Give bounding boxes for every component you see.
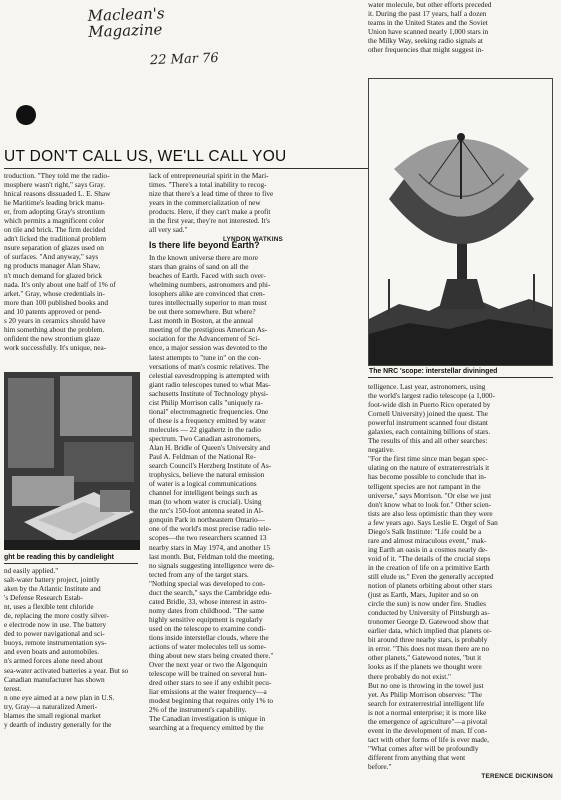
column-3-top [368,0,553,69]
column-1-bottom [4,566,137,800]
text-line: conducted by University of Pittsburgh as- [368,608,490,618]
text-line: no signals suggesting intelligence were de- [149,560,275,570]
text-line: gonquin Park in northeastern Ontario— [149,515,265,525]
text-line: whelming numbers, astronomers and phi- [149,280,271,290]
text-line: search for extraterrestrial intelligent life [368,698,485,708]
text-line: tions inside interstellar clouds, where the [149,632,269,642]
photo-candlelight-caption: ght be reading this by candlelight [4,554,114,561]
text-line: powerful instrument scanned four distant [368,418,488,428]
headline-rule [4,168,370,169]
photo-candlelight [4,372,140,550]
column-2-top [149,171,283,244]
caption-rule-2 [368,377,553,378]
text-line: salt-water battery project, jointly [4,575,100,585]
text-line: troduction. "They told me the radio- [4,171,110,180]
column-2-top-text [149,171,283,234]
text-line: sea-water activated batteries a year. But so [4,665,129,675]
text-line: be out there somewhere. But where? [149,307,256,317]
text-line: in the first year, they're not interested. It's [149,216,270,226]
text-line: nada. It's only about one half of 1% of [4,279,116,289]
text-line: highly sensitive equipment is regularly [149,614,263,624]
text-line: y dearth of industry generally for the [4,719,112,729]
text-line: the Milky Way, seeking radio signals at [368,36,483,46]
text-line: The results of this and all other searches: [368,436,488,446]
text-line: spectrum. Two Canadian astronomers, [149,433,261,443]
text-line: foot-wide dish in Puerto Rico operated by [368,400,491,410]
text-line: of water is a logical communications [149,479,257,489]
text-line: modest beginning that requires only 1% to [149,696,274,706]
text-line: er, from adopting Gray's strontium [4,207,105,217]
text-line: tional" electromagnetic frequencies. One [149,406,269,416]
text-line: de, replacing the more costly silver- [4,611,109,621]
text-line: Diego's Salk Institute: "Life could be a [368,526,482,536]
text-line: products. Here, if they can't make a profit [149,207,271,217]
text-line: try, Gray—a naturalized Ameri- [4,701,98,711]
column-1-top [4,171,136,371]
text-line: versations of man's cosmic relatives. The [149,361,269,371]
column-3-body-text [368,382,553,771]
punch-hole [16,105,36,125]
text-line: other frequencies that might suggest in- [368,45,484,55]
column-3-body [368,382,553,800]
caption-rule-1 [4,563,138,564]
text-line: actions of water molecules tell us some- [149,642,267,652]
text-line: void of it. "The details of the crucial steps [368,553,491,563]
text-line: the emergence of agriculture"—a pivotal [368,716,488,726]
text-line: "Nothing special was developed to con- [149,578,266,588]
handwritten-date: 22 Mar 76 [149,50,219,69]
text-line: buoys, remote instrumentation sys- [4,638,107,648]
text-line: duct the search," says the Cambridge edu- [149,587,272,597]
text-line: terest. [4,683,22,693]
text-line: beaches of Earth. Faced with such over- [149,271,266,281]
text-line: thing about new stars being created there." [149,651,274,661]
text-line: ence, a major session was devoted to the [149,343,268,353]
text-line: nomy dates from childhood. "The same [149,605,265,615]
text-line: telligence. Last year, astronomers, using [368,382,486,391]
text-line: Canadian manufacturer has shown [4,674,105,684]
text-line: cist Philip Morrison calls "uniquely ra- [149,397,263,407]
text-line: n one eye aimed at a new plan in U.S. [4,692,115,702]
text-line: used on the telescope to examine condi- [149,623,266,633]
text-line: one of the world's most precise radio tele- [149,524,272,534]
text-line: search Council's Herzberg Institute of As- [149,461,272,471]
text-line: rare and almost miraculous event," mak- [368,535,487,545]
text-line: The Canadian investigation is unique in [149,714,266,724]
text-line: ing Earth an oasis in a cosmos nearly de- [368,544,488,554]
text-line: nsure separation of glazes used on [4,243,104,253]
text-line: it. During the past 17 years, half a dozen [368,9,487,19]
text-line: dred other stars to see if any exhibit pecu- [149,678,272,688]
text-line: tures intellectually superior to man must [149,298,267,308]
text-line: onfident the new strontium glaze [4,333,101,343]
text-line: which permits a magnificent color [4,216,105,226]
text-line: But no one is throwing in the towel just [368,680,484,690]
text-line: other planets," Gatewood notes, "but it [368,653,482,663]
text-line: blames the small regional market [4,710,101,720]
text-line: man (to whom water is crucial). Using [149,497,262,507]
text-line: meeting of the prestigious American As- [149,325,268,335]
text-line: "For the first time since man began spec- [368,454,488,464]
photo-radio-telescope [368,78,553,366]
text-line: scopes—the two researchers scanned 13 [149,533,267,543]
text-line: on tile and brick. The firm decided [4,225,106,235]
article-subhead: Is there life beyond Earth? [149,240,260,250]
text-line: tected from any of the target stars. [149,569,249,579]
text-line: is not a normal enterprise; it is more like [368,707,487,717]
text-line: latest attempts to "tune in" on the con- [149,352,261,362]
text-line: telligent species are not rampant in the [368,481,481,491]
text-line: cated Bridle, 33, whose interest in astro- [149,596,267,606]
text-line: trophysics, believe the natural emission [149,470,265,480]
text-line: In the known universe there are more [149,253,259,262]
text-line: Over the next year or two the Algonquin [149,660,268,670]
text-line: hnical reasons dissuaded L. E. Shaw [4,189,111,199]
text-line: circle the sun) is now under fire. Studies [368,599,486,609]
text-line: there probably do not exist." [368,671,452,681]
text-line: tact with other forms of life is ever made, [368,734,489,744]
text-line: and 10 patents approved or pend- [4,306,102,316]
text-line: Alan H. Bridle of Queen's University and [149,442,271,452]
text-line: molecules — 22 gigahertz in the radio [149,424,261,434]
text-line: s 20 years in ceramics should have [4,315,106,325]
text-line: event in the development of man. If con- [368,725,488,735]
handwritten-publication: Maclean's Magazine [87,4,165,41]
text-line: "What comes after will be profoundly [368,743,479,753]
text-line: ulating on the nature of extraterrestrials it [368,463,490,473]
text-line: stars than grains of sand on all the [149,262,249,272]
text-line: times. "There's a total inability to recog- [149,180,267,190]
text-line: bit around three nearby stars, is probably [368,635,488,645]
text-line: has become possible to conclude that in- [368,472,487,482]
text-line: lack of entrepreneurial spirit in the Mari- [149,171,269,180]
byline-dickinson: TERENCE DICKINSON [481,773,553,781]
text-line: sociation for the Advancement of Sci- [149,334,260,344]
text-line: liar emissions at the water frequency—a [149,687,267,697]
text-line: arket." Gray, whose credentials in- [4,288,105,298]
text-line: ded to power navigational and sci- [4,629,105,639]
text-line: yet. As Philip Morrison observes: "The [368,689,483,699]
text-line: aken by the Atlantic Institute and [4,584,101,594]
text-line: before." [368,761,392,771]
text-line: celestial eavesdropping is attempted with [149,370,270,380]
text-line: nd easily applied." [4,566,59,575]
text-line: nearby stars in May 1974, and another 15 [149,542,271,552]
text-line: the nrc's 150-foot antenna seated in Al- [149,506,264,516]
text-line: n't much demand for glazed brick [4,270,102,280]
text-line: still elude us." Even the generally accepted [368,571,494,581]
text-line: e electrode now in use. The battery [4,620,107,630]
text-line: ng products manager Alan Shaw, [4,261,101,271]
text-line: of surfaces. "And anyway," says [4,252,99,262]
text-line: he Maritime's leading brick manu- [4,198,105,208]
text-line: nt, uses a flexible tent chloride [4,602,94,612]
text-line: a few years ago. Says Leslie E. Orgel of San [368,517,498,527]
text-line: losophers alike are convinced that cren- [149,289,266,299]
article-headline: UT DON'T CALL US, WE'LL CALL YOU [4,148,287,165]
text-line: last month. But, Feldman told the meeting, [149,551,275,561]
text-line: him something about the problem. [4,324,105,334]
text-line: universe," says Morrison. "Or else we just [368,490,492,500]
text-line: and even boats and automobiles. [4,647,100,657]
text-line: adn't licked the traditional problem [4,234,107,244]
text-line: channel for intelligent beings such as [149,488,258,498]
text-line: more than 100 published books and [4,297,108,307]
text-line: teams in the United States and the Soviet [368,18,488,28]
text-line: in the creation of life on a primitive Earth [368,562,490,572]
text-line: earlier data, which implied that planets or- [368,626,492,636]
text-line: galaxies, each containing billions of stars. [368,427,491,437]
text-line: work successfully. It's unique, nea- [4,342,107,352]
text-line: different from anything that went [368,752,466,762]
text-line: years in the commercialization of new [149,198,261,208]
column-2-body [149,253,283,800]
text-line: Cornell University) joined the quest. The [368,409,488,419]
text-line: giant radio telescopes tuned to what Mas- [149,379,271,389]
text-line: 2% of the instrument's capability. [149,705,247,715]
text-line: Paul A. Feldman of the National Re- [149,452,256,462]
photo-radio-telescope-caption: The NRC 'scope: interstellar divininged [369,368,498,375]
text-line: sachusetts Institute of Technology physi- [149,388,269,398]
text-line: in error. "This does not mean there are no [368,644,490,654]
byline-watkins: LYNDON WATKINS [223,236,283,244]
text-line: (just as Earth, Mars, Jupiter and so on [368,590,479,600]
text-line: water molecule, but other efforts preceded [368,0,492,9]
text-line: tists are also less optimistic than they were [368,508,493,518]
text-line: nize that there's a lead time of three to five [149,189,274,199]
text-line: n's armed forces alone need about [4,656,103,666]
text-line: the world's largest radio telescope (a 1,000- [368,391,496,401]
text-line: mosphere wasn't right," says Gray. [4,180,106,190]
text-line: telescope will be trained on several hun- [149,669,267,679]
text-line: all very sad." [149,225,188,235]
text-line: 's Defense Research Estab- [4,593,83,603]
text-line: negative. [368,445,395,455]
text-line: Union have scanned nearly 1,000 stars in [368,27,489,37]
text-line: looks as if the planets we thought were [368,662,482,672]
text-line: of these is a frequency emitted by water [149,415,266,425]
text-line: searching at a frequency emitted by the [149,723,264,733]
text-line: Last month in Boston, at the annual [149,316,253,326]
text-line: don't know what to look for." Other scien- [368,499,492,509]
text-line: tronomer George D. Gatewood show that [368,617,489,627]
text-line: notion of planets orbiting about other stars [368,581,493,591]
